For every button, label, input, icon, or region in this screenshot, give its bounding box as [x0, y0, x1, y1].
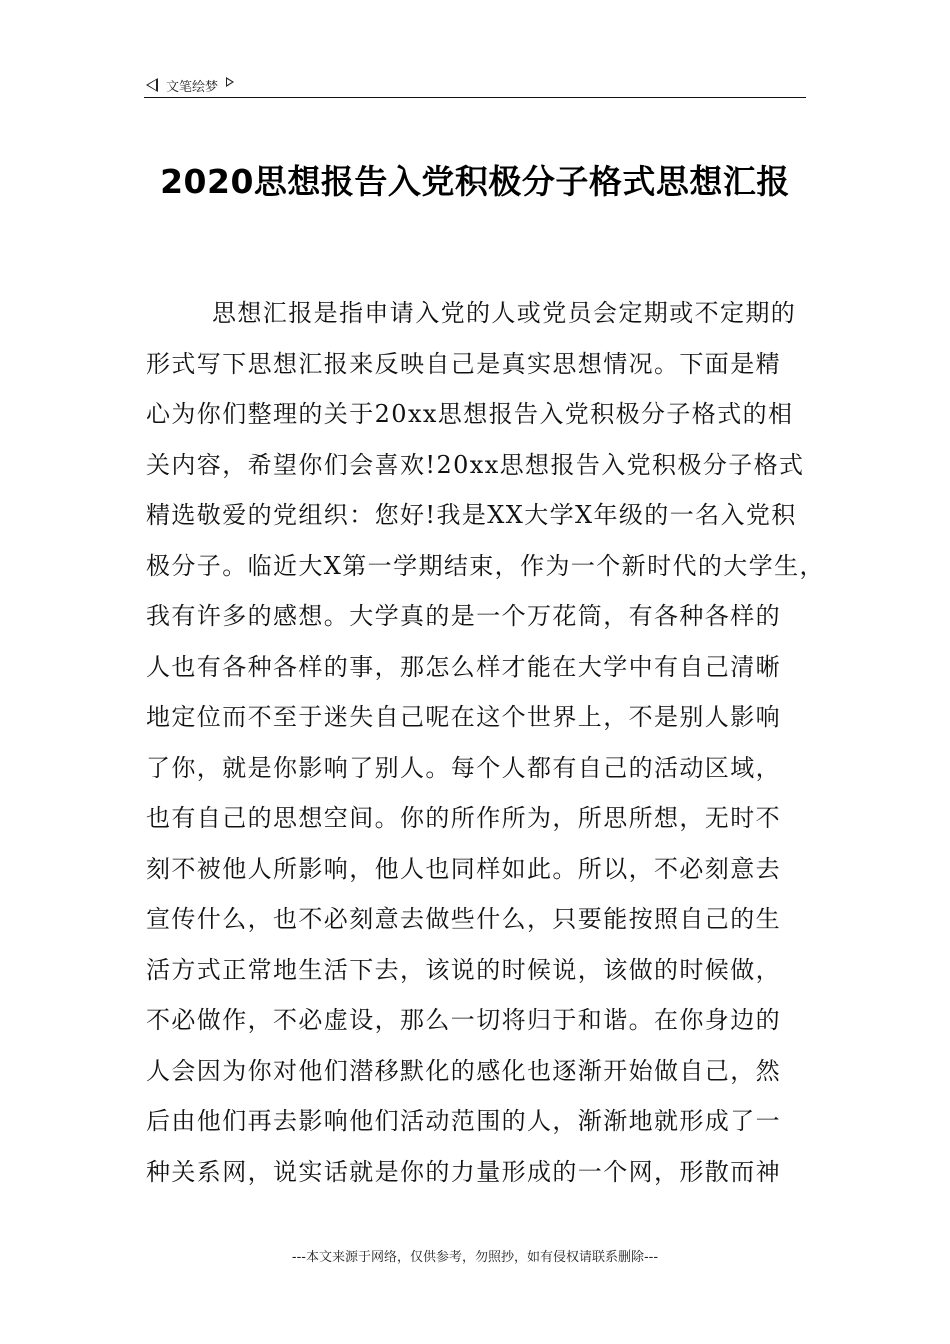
body-line: 宣传什么，也不必刻意去做些什么，只要能按照自己的生 [146, 905, 781, 933]
body-line: 关内容，希望你们会喜欢!20xx思想报告入党积极分子格式 [146, 450, 805, 479]
body-line: 形式写下思想汇报来反映自己是真实思想情况。下面是精 [146, 349, 781, 378]
page-footer-notice: ---本文来源于网络，仅供参考，勿照抄，如有侵权请联系删除--- [291, 1250, 659, 1265]
body-line: 我有许多的感想。大学真的是一个万花筒，有各种各样的 [146, 602, 781, 630]
document-body [146, 288, 825, 1197]
document-title: 2020思想报告入党积极分子格式思想汇报 [160, 162, 790, 201]
body-line: 刻不被他人所影响，他人也同样如此。所以，不必刻意去 [146, 854, 781, 883]
body-line: 活方式正常地生活下去，该说的时候说，该做的时候做， [146, 955, 781, 984]
body-line: 人也有各种各样的事，那怎么样才能在大学中有自己清晰 [146, 652, 781, 681]
body-line: 心为你们整理的关于20xx思想报告入党积极分子格式的相 [146, 400, 794, 428]
body-line: 极分子。临近大X第一学期结束，作为一个新时代的大学生， [146, 551, 825, 580]
body-line: 不必做作，不必虚设，那么一切将归于和谐。在你身边的 [146, 1006, 781, 1034]
left-triangle-icon [146, 78, 158, 92]
header-brand: 文笔绘梦 [166, 79, 219, 95]
body-line: 人会因为你对他们潜移默化的感化也逐渐开始做自己，然 [146, 1056, 781, 1085]
body-line: 种关系网，说实话就是你的力量形成的一个网，形散而神 [146, 1157, 781, 1186]
header-divider [144, 97, 806, 98]
body-line: 思想汇报是指申请入党的人或党员会定期或不定期的 [212, 299, 797, 327]
page-header [146, 74, 234, 96]
body-line: 了你，就是你影响了别人。每个人都有自己的活动区域， [146, 753, 781, 782]
right-triangle-icon [226, 77, 234, 87]
body-line: 后由他们再去影响他们活动范围的人，渐渐地就形成了一 [146, 1107, 781, 1135]
body-line: 地定位而不至于迷失自己呢在这个世界上，不是别人影响 [146, 703, 781, 731]
body-line: 精选敬爱的党组织：您好!我是XX大学X年级的一名入党积 [146, 501, 797, 529]
body-line: 也有自己的思想空间。你的所作所为，所思所想，无时不 [146, 804, 781, 832]
